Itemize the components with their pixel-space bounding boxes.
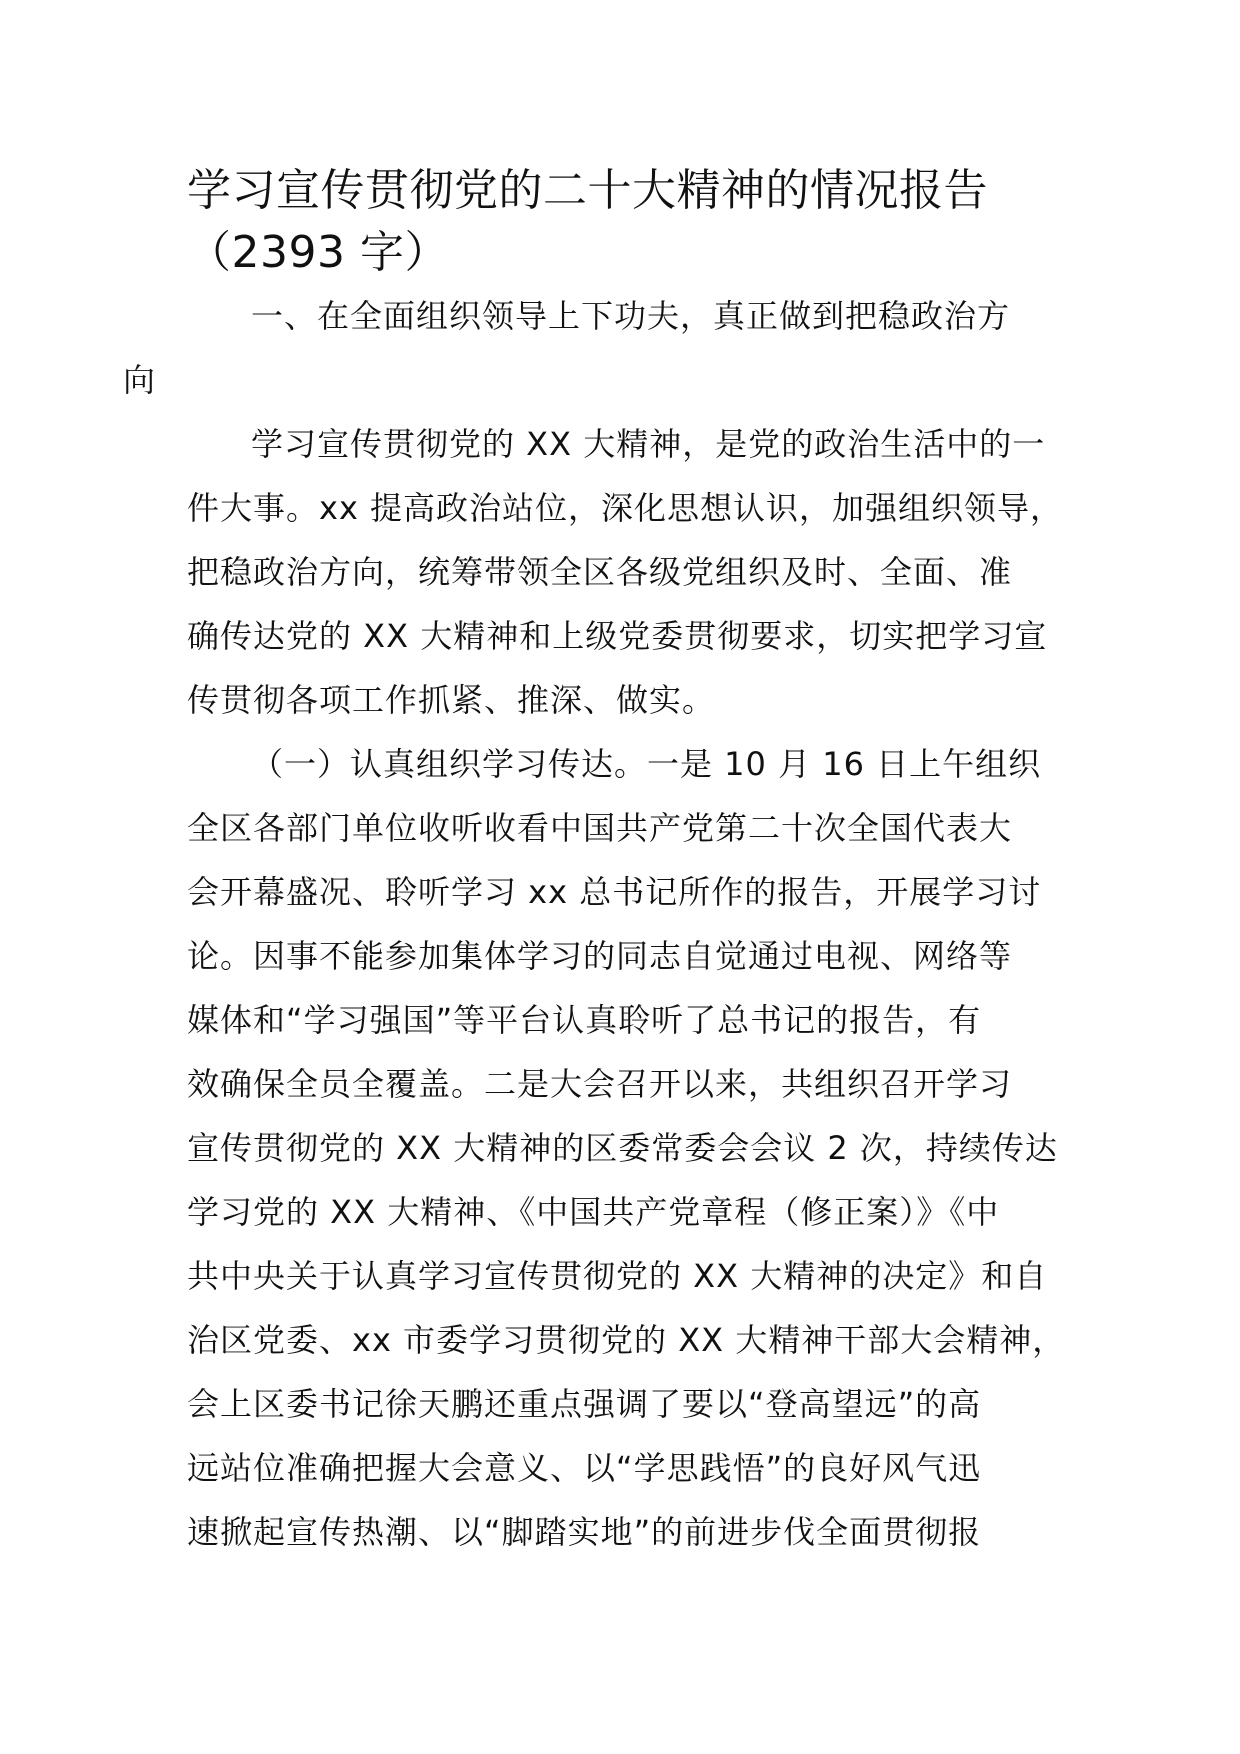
- paragraph-line: 会上区委书记徐天鹏还重点强调了要以“登高望远”的高: [187, 1385, 982, 1423]
- title-line-1: 学习宣传贯彻党的二十大精神的情况报告: [187, 165, 988, 216]
- paragraph-line: 会开幕盛况、聆听学习 xx 总书记所作的报告，开展学习讨: [187, 873, 1042, 911]
- paragraph-intro: [187, 412, 1064, 732]
- document-title: [187, 160, 1057, 284]
- paragraph-line: 传贯彻各项工作抓紧、推深、做实。: [187, 681, 716, 719]
- paragraph-line: 学习宣传贯彻党的 XX 大精神，是党的政治生活中的一: [251, 425, 1046, 463]
- section-heading: [123, 284, 1057, 412]
- document-page: [123, 160, 1066, 1564]
- paragraph-line: （一）认真组织学习传达。一是 10 月 16 日上午组织: [251, 745, 1042, 783]
- paragraph-line: 远站位准确把握大会意义、以“学思践悟”的良好风气迅: [187, 1449, 982, 1487]
- paragraph-line: 宣传贯彻党的 XX 大精神的区委常委会会议 2 次，持续传达: [187, 1129, 1058, 1167]
- paragraph-line: 媒体和“学习强国”等平台认真聆听了总书记的报告，有: [187, 1001, 982, 1039]
- paragraph-line: 件大事。xx 提高政治站位，深化思想认识，加强组织领导，: [187, 489, 1064, 527]
- paragraph-line: 把稳政治方向，统筹带领全区各级党组织及时、全面、准: [187, 553, 1013, 591]
- paragraph-line: 速掀起宣传热潮、以“脚踏实地”的前进步伐全面贯彻报: [187, 1513, 982, 1551]
- section-heading-line-1: 一、在全面组织领导上下功夫，真正做到把稳政治方: [251, 297, 1011, 335]
- paragraph-line: 治区党委、xx 市委学习贯彻党的 XX 大精神干部大会精神，: [187, 1321, 1066, 1359]
- paragraph-line: 学习党的 XX 大精神、《中国共产党章程（修正案）》《中: [187, 1193, 1000, 1231]
- paragraph-line: 论。因事不能参加集体学习的同志自觉通过电视、网络等: [187, 937, 1013, 975]
- section-heading-line-2: 向: [123, 361, 157, 399]
- paragraph-line: 全区各部门单位收听收看中国共产党第二十次全国代表大: [187, 809, 1013, 847]
- paragraph-study: [187, 732, 1066, 1564]
- paragraph-line: 共中央关于认真学习宣传贯彻党的 XX 大精神的决定》和自: [187, 1257, 1048, 1295]
- paragraph-line: 确传达党的 XX 大精神和上级党委贯彻要求，切实把学习宣: [187, 617, 1048, 655]
- title-line-2: （2393 字）: [187, 227, 449, 278]
- paragraph-line: 效确保全员全覆盖。二是大会召开以来，共组织召开学习: [187, 1065, 1013, 1103]
